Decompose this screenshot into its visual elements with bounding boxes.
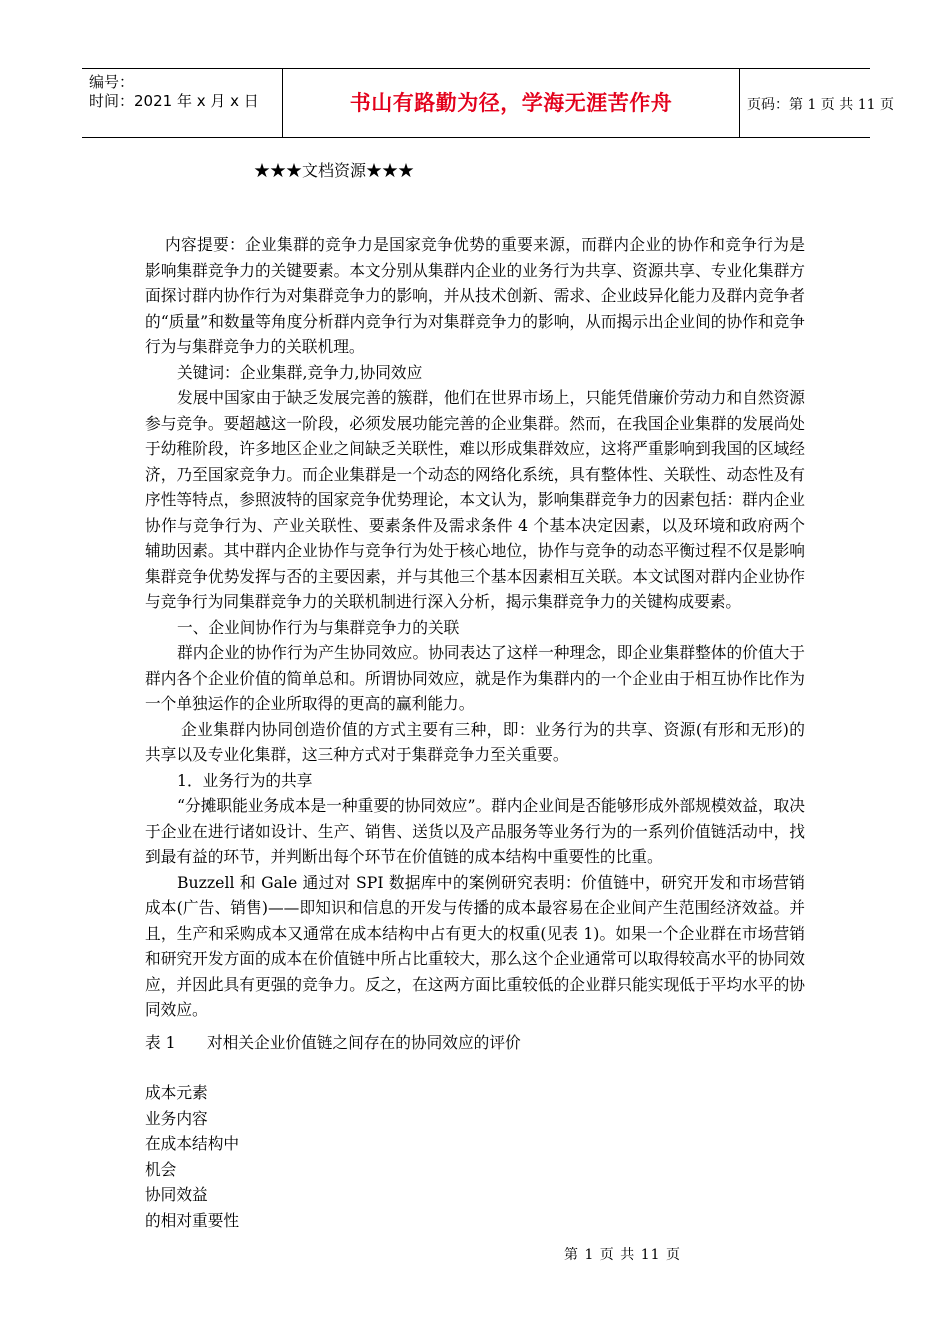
- table-caption: [145, 1030, 521, 1055]
- body-paragraph: 发展中国家由于缺乏发展完善的簇群，他们在世界市场上，只能凭借廉价劳动力和自然资源参与竞争。要超越这一阶段，必须发展功能完善的企业集群。然而，在我国企业集群的发展尚处于幼稚阶段，许多地区企业之间缺乏关联性，难以形成集群效应，这将严重影响到我国的区域经济，乃至国家竞争力。而企业集群是一个动态的网络化系统，具有整体性、关联性、动态性及有序性等特点，参照波特的国家竞争优势理论，本文认为，影响集群竞争力的因素包括：群内企业协作与竞争行为、产业关联性、要素条件及需求条件 4 个基本决定因素，以及环境和政府两个辅助因素。其中群内企业协作与竞争行为处于核心地位，协作与竞争的动态平衡过程不仅是影响集群竞争优势发挥与否的主要因素，并与其他三个基本因素相互关联。本文试图对群内企业协作与竞争行为同集群竞争力的关联机制进行深入分析，揭示集群竞争力的关键构成要素。: [145, 388, 805, 611]
- header-page-info: 页码：第 1 页 共 11 页: [747, 97, 894, 113]
- section-heading: 一、企业间协作行为与集群竞争力的关联: [177, 617, 460, 637]
- table-cell: 业务内容: [145, 1108, 208, 1128]
- body-paragraph: “分摊职能业务成本是一种重要的协同效应”。群内企业间是否能够形成外部规模效益，取决于企业在进行诸如设计、生产、销售、送货以及产品服务等业务行为的一系列价值链活动中，找到最有益的环节，并判断出每个环节在价值链的成本结构中重要性的比重。: [145, 796, 805, 866]
- body-paragraph: Buzzell 和 Gale 通过对 SPI 数据库中的案例研究表明：价值链中，研究开发和市场营销成本(广告、销售)——即知识和信息的开发与传播的成本最容易在企业间产生范围经济效益。并且，生产和采购成本又通常在成本结构中占有更大的权重(见表 1)。如果一个企业群在市场营销和研究开发方面的成本在价值链中所占比重较大，那么这个企业通常可以取得较高水平的协同效应，并因此具有更强的竞争力。反之，在这两方面比重较低的企业群只能实现低于平均水平的协同效应。: [145, 872, 805, 1019]
- table-cell: 成本元素: [145, 1083, 208, 1102]
- body-paragraph: 群内企业的协作行为产生协同效应。协同表达了这样一种理念，即企业集群整体的价值大于群内各个企业价值的简单总和。所谓协同效应，就是作为集群内的一个企业由于相互协作比作为一个单独运作的企业所取得的更高的赢利能力。: [145, 643, 805, 713]
- table-cell: 在成本结构中: [145, 1134, 240, 1153]
- document-header: [82, 68, 894, 138]
- table-header-cells: [145, 1080, 239, 1233]
- table-number: 表 1: [145, 1033, 176, 1052]
- table-title: 对相关企业价值链之间存在的协同效应的评价: [207, 1033, 521, 1052]
- header-motto-cell: [282, 69, 740, 137]
- resource-banner: ★★★文档资源★★★: [254, 161, 415, 180]
- document-body: [145, 232, 805, 1023]
- table-cell: 机会: [145, 1159, 177, 1179]
- table-cell: 的相对重要性: [145, 1210, 240, 1230]
- page-footer: 第 1 页 共 11 页: [564, 1247, 681, 1263]
- header-left-cell: [82, 69, 282, 137]
- document-number-label: 编号：: [89, 73, 135, 91]
- table-cell: 协同效益: [145, 1185, 208, 1204]
- subsection-heading: 1．业务行为的共享: [177, 770, 313, 790]
- document-date: 时间：2021 年 x 月 x 日: [89, 92, 259, 110]
- header-motto: 书山有路勤为径，学海无涯苦作舟: [349, 91, 673, 115]
- abstract-paragraph: 内容提要：企业集群的竞争力是国家竞争优势的重要来源，而群内企业的协作和竞争行为是影响集群竞争力的关键要素。本文分别从集群内企业的业务行为共享、资源共享、专业化集群方面探讨群内协作行为对集群竞争力的影响，并从技术创新、需求、企业歧异化能力及群内竞争者的“质量”和数量等角度分析群内竞争行为对集群竞争力的影响，从而揭示出企业间的协作和竞争行为与集群竞争力的关联机理。: [145, 235, 805, 356]
- header-page-cell: [739, 69, 894, 137]
- keywords-paragraph: 关键词：企业集群,竞争力,协同效应: [177, 362, 423, 382]
- body-paragraph: 企业集群内协同创造价值的方式主要有三种，即：业务行为的共享、资源(有形和无形)的共享以及专业化集群，这三种方式对于集群竞争力至关重要。: [145, 719, 805, 764]
